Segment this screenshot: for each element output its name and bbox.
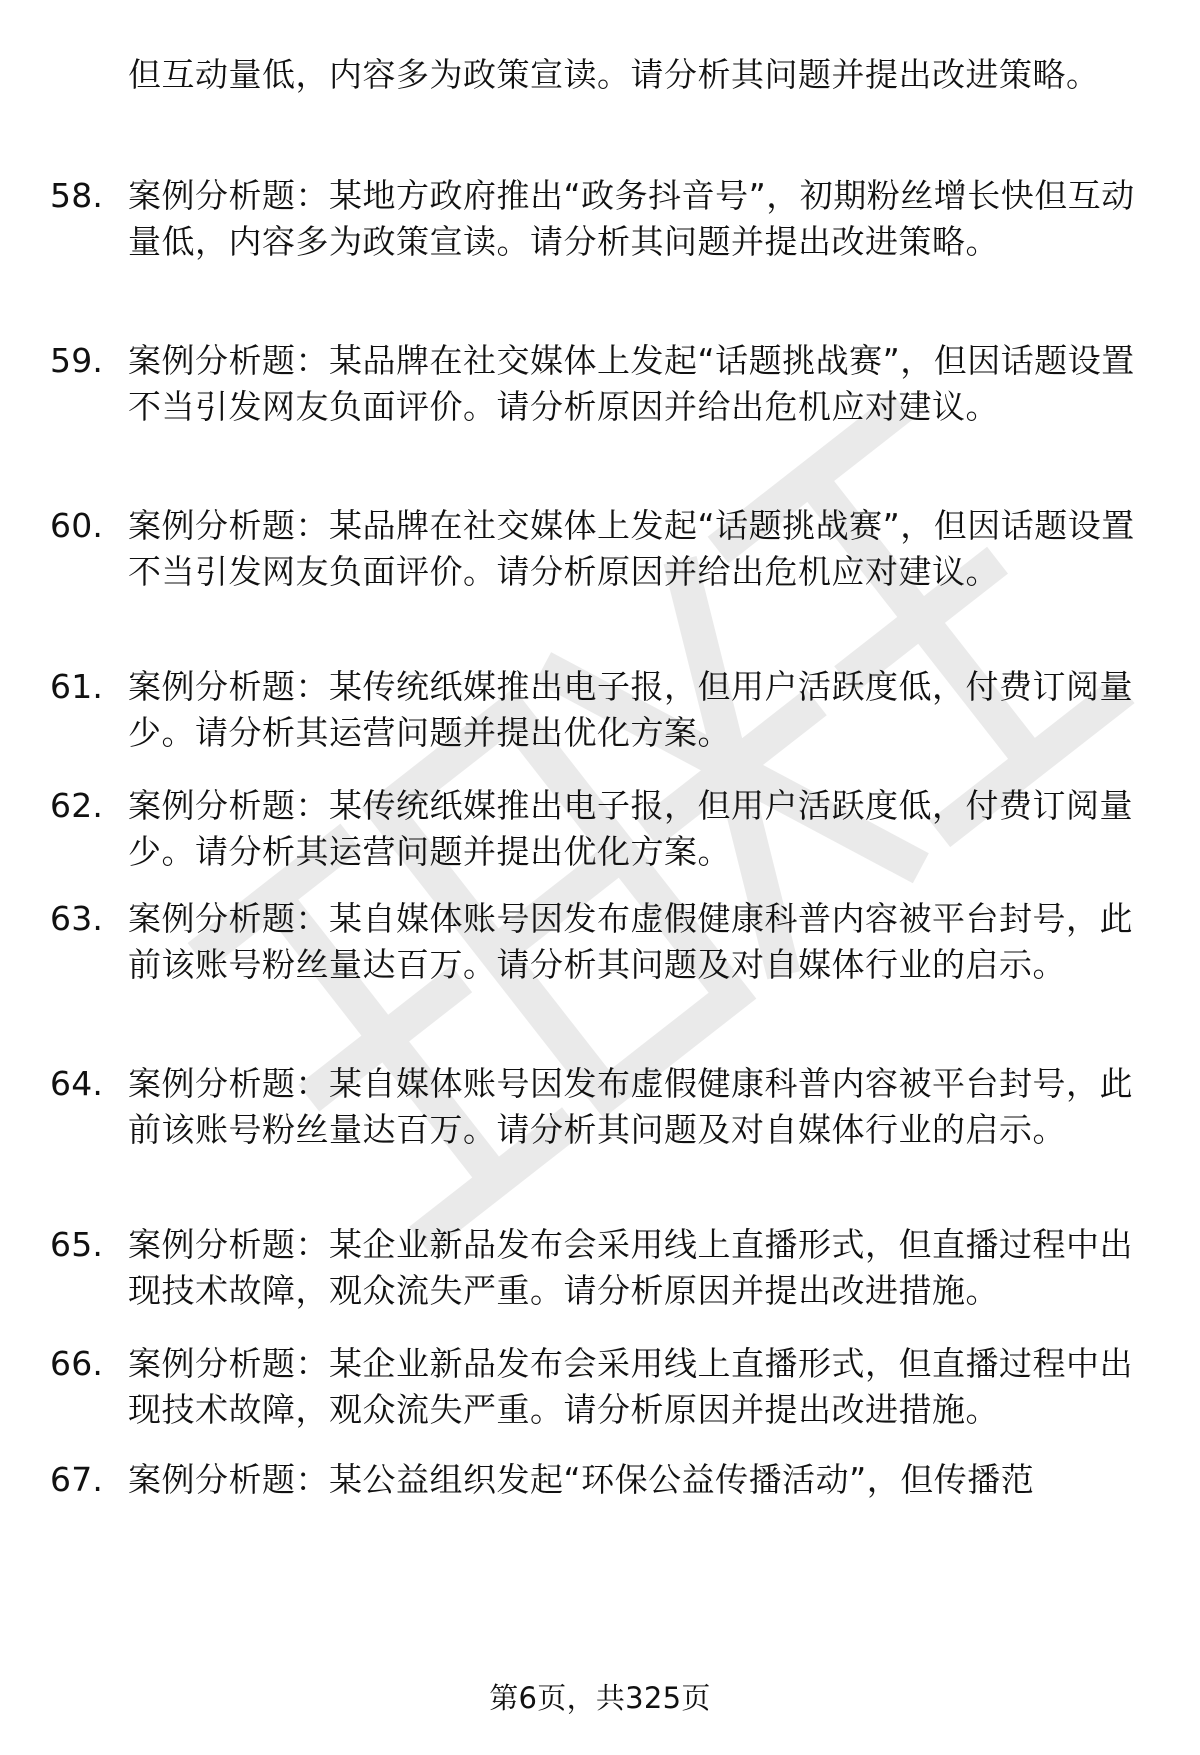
question-item xyxy=(50,1061,1140,1153)
question-number: 67. xyxy=(50,1460,104,1499)
question-item xyxy=(50,1222,1140,1314)
question-item xyxy=(50,503,1140,595)
question-text: 案例分析题：某品牌在社交媒体上发起“话题挑战赛”，但因话题设置不当引发网友负面评价。请分析原因并给出危机应对建议。 xyxy=(128,341,1135,426)
question-text: 案例分析题：某自媒体账号因发布虚假健康科普内容被平台封号，此前该账号粉丝量达百万。请分析其问题及对自媒体行业的启示。 xyxy=(128,899,1133,984)
question-text: 案例分析题：某品牌在社交媒体上发起“话题挑战赛”，但因话题设置不当引发网友负面评价。请分析原因并给出危机应对建议。 xyxy=(128,506,1135,591)
question-number: 65. xyxy=(50,1225,104,1264)
question-number: 59. xyxy=(50,341,104,380)
question-number: 61. xyxy=(50,667,104,706)
question-item xyxy=(50,1457,1140,1503)
question-text: 案例分析题：某公益组织发起“环保公益传播活动”，但传播范 xyxy=(128,1460,1035,1499)
question-item xyxy=(50,1341,1140,1433)
continued-question-text: 但互动量低，内容多为政策宣读。请分析其问题并提出改进策略。 xyxy=(128,55,1100,94)
question-number: 58. xyxy=(50,176,104,215)
question-number: 62. xyxy=(50,786,104,825)
question-text: 案例分析题：某自媒体账号因发布虚假健康科普内容被平台封号，此前该账号粉丝量达百万。请分析其问题及对自媒体行业的启示。 xyxy=(128,1064,1133,1149)
question-item xyxy=(50,338,1140,430)
question-item xyxy=(50,664,1140,756)
question-item xyxy=(50,896,1140,988)
question-text: 案例分析题：某企业新品发布会采用线上直播形式，但直播过程中出现技术故障，观众流失严重。请分析原因并提出改进措施。 xyxy=(128,1225,1133,1310)
question-text: 案例分析题：某传统纸媒推出电子报，但用户活跃度低，付费订阅量少。请分析其运营问题并提出优化方案。 xyxy=(128,667,1133,752)
question-item xyxy=(50,173,1140,265)
question-number: 64. xyxy=(50,1064,104,1103)
question-number: 66. xyxy=(50,1344,104,1383)
question-text: 案例分析题：某地方政府推出“政务抖音号”，初期粉丝增长快但互动量低，内容多为政策宣读。请分析其问题并提出改进策略。 xyxy=(128,176,1135,261)
question-number: 60. xyxy=(50,506,104,545)
question-item xyxy=(50,783,1140,875)
page-footer: 第6页，共325页 xyxy=(489,1681,711,1715)
question-text: 案例分析题：某企业新品发布会采用线上直播形式，但直播过程中出现技术故障，观众流失严重。请分析原因并提出改进措施。 xyxy=(128,1344,1133,1429)
question-text: 案例分析题：某传统纸媒推出电子报，但用户活跃度低，付费订阅量少。请分析其运营问题并提出优化方案。 xyxy=(128,786,1133,871)
question-number: 63. xyxy=(50,899,104,938)
